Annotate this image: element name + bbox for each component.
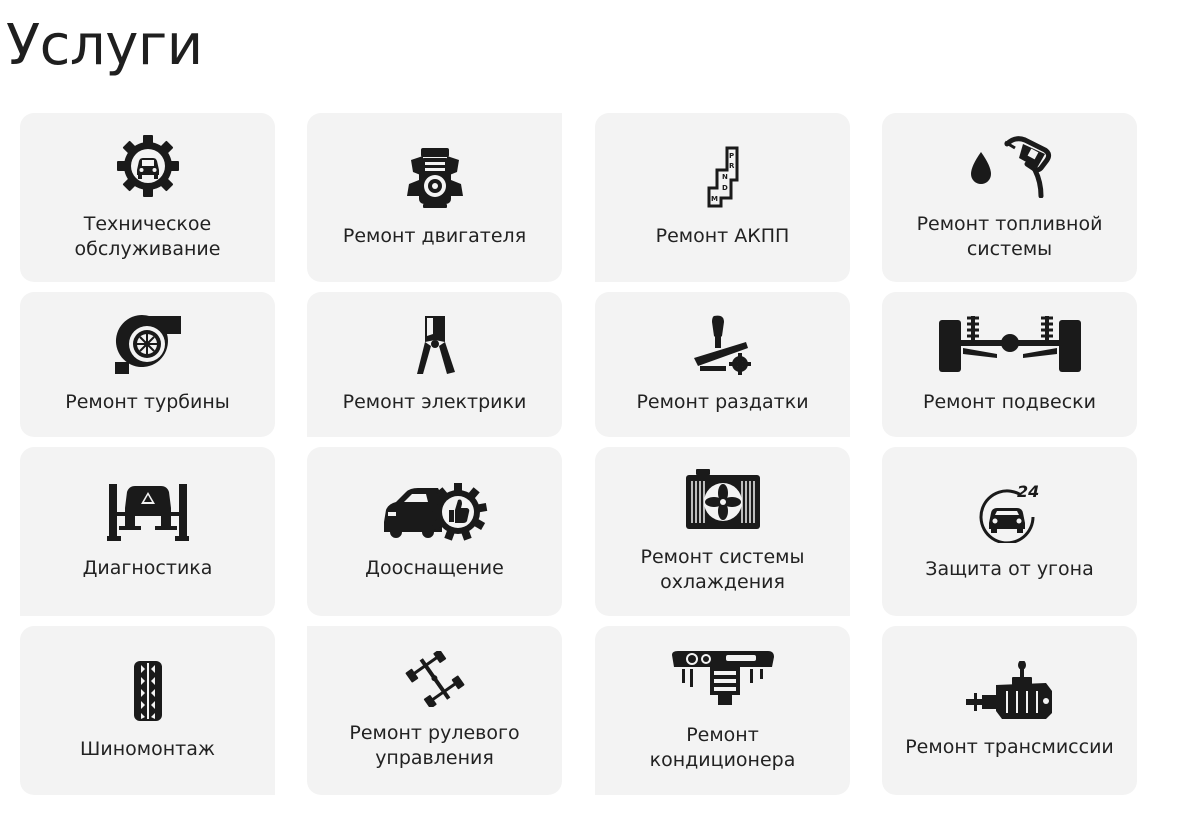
service-card-suspension[interactable] xyxy=(882,292,1137,437)
page-title: Услуги xyxy=(6,13,203,78)
car-lift-icon xyxy=(107,482,189,542)
service-card-fuel-system[interactable] xyxy=(882,113,1137,282)
service-card-transmission[interactable] xyxy=(882,626,1137,795)
svg-text:R: R xyxy=(728,162,734,170)
service-card-transfer-case[interactable] xyxy=(595,292,850,437)
service-label: Защита от угона xyxy=(925,558,1094,580)
service-card-electrics[interactable] xyxy=(307,292,562,437)
gear-car-icon xyxy=(116,134,180,198)
service-label: Техническое обслуживание xyxy=(74,212,221,260)
transmission-icon xyxy=(962,661,1058,721)
service-label: Диагностика xyxy=(82,557,213,579)
service-label: Ремонт турбины xyxy=(65,391,230,413)
service-label: Ремонт системы охлаждения xyxy=(640,545,805,593)
svg-text:M: M xyxy=(710,195,718,203)
service-label: Ремонт топливной системы xyxy=(916,212,1103,260)
service-label: Ремонт подвески xyxy=(923,391,1096,413)
service-card-air-conditioner[interactable] xyxy=(595,626,850,795)
service-card-cooling-system[interactable] xyxy=(595,447,850,616)
service-card-maintenance[interactable] xyxy=(20,113,275,282)
svg-text:N: N xyxy=(721,173,728,181)
service-label: Ремонт рулевого управления xyxy=(349,721,520,769)
service-label: Дооснащение xyxy=(365,557,504,579)
service-card-engine[interactable] xyxy=(307,113,562,282)
svg-text:24: 24 xyxy=(1016,482,1039,501)
transfer-case-lever-icon xyxy=(692,314,754,376)
service-label: Ремонт трансмиссии xyxy=(905,736,1114,758)
service-card-turbine[interactable] xyxy=(20,292,275,437)
service-card-retrofit[interactable] xyxy=(307,447,562,616)
service-card-steering[interactable] xyxy=(307,626,562,795)
dashboard-icon xyxy=(670,649,776,709)
service-label: Шиномонтаж xyxy=(80,738,215,760)
turbine-icon xyxy=(113,314,183,376)
car-24-icon xyxy=(977,481,1043,543)
engine-icon xyxy=(403,146,467,210)
radiator-fan-icon xyxy=(684,469,762,531)
tire-icon xyxy=(132,659,164,723)
service-label: Ремонт двигателя xyxy=(342,225,527,247)
service-card-tire-service[interactable] xyxy=(20,626,275,795)
service-label: Ремонт раздатки xyxy=(636,391,809,413)
battery-clamp-icon xyxy=(411,314,459,376)
service-card-anti-theft[interactable] xyxy=(882,447,1137,616)
fuel-nozzle-icon xyxy=(967,134,1053,198)
suspension-icon xyxy=(937,314,1083,376)
steering-chassis-icon xyxy=(402,651,468,707)
automatic-gearbox-icon xyxy=(691,146,755,210)
svg-text:D: D xyxy=(721,184,728,192)
svg-text:P: P xyxy=(728,152,734,160)
service-label: Ремонт АКПП xyxy=(655,225,790,247)
service-card-automatic-gearbox[interactable] xyxy=(595,113,850,282)
service-card-diagnostics[interactable] xyxy=(20,447,275,616)
car-gear-thumb-icon xyxy=(382,482,488,542)
service-label: Ремонт кондиционера xyxy=(649,723,796,771)
service-label: Ремонт электрики xyxy=(342,391,527,413)
